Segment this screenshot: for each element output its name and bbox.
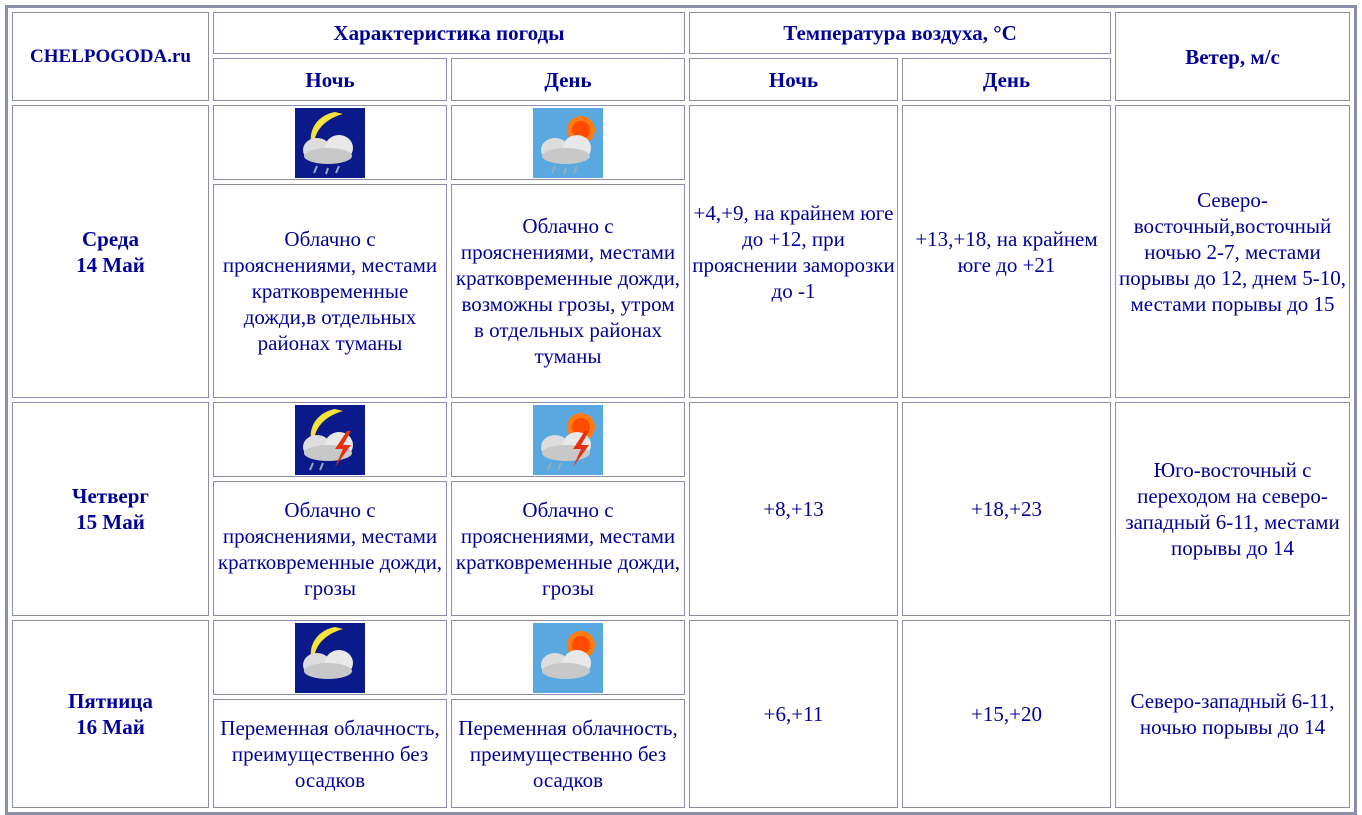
wind: Северо-западный 6-11, ночью порывы до 14 — [1115, 620, 1350, 808]
wind: Юго-восточный с переходом на северо-западный 6-11, местами порывы до 14 — [1115, 402, 1350, 616]
night-description: Облачно с прояснениями, местами кратковременные дожди,в отдельных районах туманы — [213, 184, 447, 398]
date-cell — [12, 402, 209, 616]
day-description: Облачно с прояснениями, местами кратковременные дожди, возможны грозы, утром в отдельных районах туманы — [451, 184, 685, 398]
day-description: Облачно с прояснениями, местами кратковременные дожди, грозы — [451, 481, 685, 616]
day-icon-cell — [451, 402, 685, 477]
date: 16 Май — [76, 715, 145, 739]
date-cell — [12, 105, 209, 398]
moon-cloud-thunder-icon — [295, 405, 365, 475]
day-header: День — [451, 58, 685, 101]
temp-night-header: Ночь — [689, 58, 898, 101]
night-icon-cell — [213, 402, 447, 477]
sun-cloud-thunder-icon — [533, 405, 603, 475]
day-icon-cell — [451, 620, 685, 695]
temp-day: +18,+23 — [902, 402, 1111, 616]
temp-day: +15,+20 — [902, 620, 1111, 808]
night-icon-cell — [213, 105, 447, 180]
temp-night: +6,+11 — [689, 620, 898, 808]
temp-night: +4,+9, на крайнем юге до +12, при прояснении заморозки до -1 — [689, 105, 898, 398]
brand-logo: CHELPOGODA.ru — [12, 12, 209, 101]
forecast-row — [12, 402, 1350, 477]
night-description: Облачно с прояснениями, местами кратковременные дожди, грозы — [213, 481, 447, 616]
day-description: Переменная облачность, преимущественно без осадков — [451, 699, 685, 808]
night-description: Переменная облачность, преимущественно без осадков — [213, 699, 447, 808]
temp-day: +13,+18, на крайнем юге до +21 — [902, 105, 1111, 398]
day-icon-cell — [451, 105, 685, 180]
forecast-table — [5, 5, 1357, 815]
sun-cloud-icon — [533, 623, 603, 693]
temp-day-header: День — [902, 58, 1111, 101]
air-temp-header: Температура воздуха, °C — [689, 12, 1111, 54]
moon-cloud-rain-icon — [295, 108, 365, 178]
weekday: Четверг — [72, 484, 149, 508]
wind: Северо-восточный,восточный ночью 2-7, местами порывы до 12, днем 5-10, местами порывы до 15 — [1115, 105, 1350, 398]
date-cell — [12, 620, 209, 808]
date: 15 Май — [76, 510, 145, 534]
night-icon-cell — [213, 620, 447, 695]
night-header: Ночь — [213, 58, 447, 101]
weekday: Среда — [81, 226, 139, 251]
wind-header: Ветер, м/с — [1115, 12, 1350, 101]
date: 14 Май — [76, 252, 145, 277]
forecast-row — [12, 105, 1350, 180]
sun-cloud-rain-icon — [533, 108, 603, 178]
weekday: Пятница — [68, 689, 153, 713]
temp-night: +8,+13 — [689, 402, 898, 616]
forecast-row — [12, 620, 1350, 695]
moon-cloud-icon — [295, 623, 365, 693]
weather-char-header: Характеристика погоды — [213, 12, 685, 54]
